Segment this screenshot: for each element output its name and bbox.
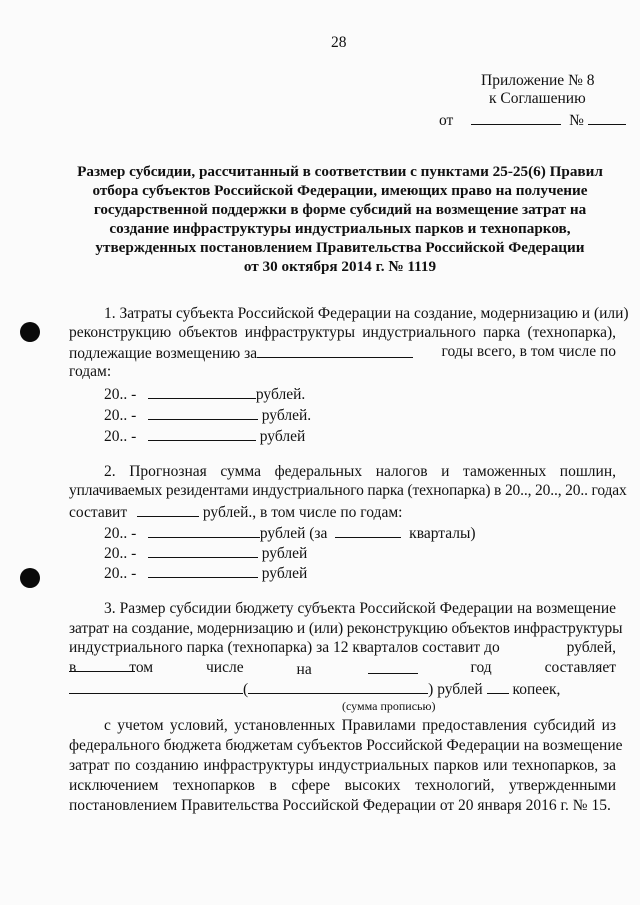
word: на [296,661,312,678]
section3-line2: затрат на создание, модернизацию и (или) реконструкцию объектов инфраструктуры [69,620,623,637]
years-blank[interactable] [257,343,413,358]
amount-numeric-blank[interactable] [69,679,243,694]
title-line: утвержденных постановлением Правительства Российской Федерации [95,239,585,256]
amount-blank[interactable] [148,426,256,441]
section3-line5 [69,679,560,699]
year-label: 20.. - [104,545,137,562]
date-blank[interactable] [471,110,561,125]
tax-total-blank[interactable] [137,502,199,517]
number-blank[interactable] [588,110,626,125]
quarters-blank[interactable] [335,523,401,538]
rub-label: рублей. [255,386,306,403]
year-label: 20.. - [104,428,137,445]
agreement-label: к Соглашению [489,90,586,107]
word: год [470,659,492,676]
section1-line3-end: годы всего, в том числе по [441,343,616,360]
word: числе [206,659,244,676]
word: составляет [544,659,616,676]
number-label: № [569,112,584,129]
title-line: Размер субсидии, рассчитанный в соответствии с пунктами 25-25(6) Правил [77,163,603,180]
amount-words-blank[interactable] [248,679,428,694]
title-line: создание инфраструктуры индустриальных парков и технопарков, [109,220,571,237]
rub-label: рублей [259,428,306,445]
binder-hole-top [20,322,40,342]
binder-hole-bottom [20,568,40,588]
section1-year-row [104,384,305,404]
conditions-line3: затрат по созданию инфраструктуры индустриальных парков или технопарков, за [69,757,616,774]
section3-line4 [69,659,616,679]
conditions-line1: с учетом условий, установленных Правилами предоставления субсидий из [104,717,616,734]
section2-line3-end: рублей., в том числе по годам: [202,504,403,521]
amount-blank[interactable] [148,523,260,538]
title-line: государственной поддержки в форме субсидий на возмещение затрат на [93,201,587,218]
rub-label: рублей [261,545,308,562]
section1-year-row [104,405,311,425]
title-line: отбора субъектов Российской Федерации, имеющих право на получение [92,182,588,199]
section3-line1: 3. Размер субсидии бюджету субъекта Российской Федерации на возмещение [104,600,616,617]
amount-blank[interactable] [148,563,258,578]
agreement-date-number [439,110,626,130]
open-paren: ( [243,681,249,698]
amount-blank[interactable] [148,405,258,420]
section1-line3-start: подлежащие возмещению за [69,345,258,362]
page-number: 28 [331,34,347,51]
rub-label: рублей. [261,407,312,424]
kopecks-label: копеек, [512,681,561,698]
section2-year-row [104,523,476,543]
from-label: от [439,112,454,129]
section2-line3-start: составит [69,504,128,521]
section2-year-row [104,543,307,563]
amount-blank[interactable] [148,543,258,558]
year-label: 20.. - [104,386,137,403]
rub-label: рублей (за [259,525,328,542]
section1-line3 [69,343,616,363]
year-label: 20.. - [104,525,137,542]
year-label: 20.. - [104,407,137,424]
word: в [69,659,77,676]
section3-line3-end: рублей, [566,639,616,656]
appendix-label: Приложение № 8 [481,72,595,89]
section1-line4: годам: [69,363,112,380]
section2-line1: 2. Прогнозная сумма федеральных налогов и таможенных пошлин, [104,463,616,480]
section1-year-row [104,426,305,446]
rub-label: рублей [261,565,308,582]
section2-line3 [69,502,402,522]
conditions-line4: исключением технопарков в сфере высоких технологий, утвержденными [69,777,616,794]
conditions-line5: постановлением Правительства Российской Федерации от 20 января 2016 г. № 15. [69,797,611,814]
section2-line2: уплачиваемых резидентами индустриального парка (технопарка) в 20.., 20.., 20.. годах [69,482,627,499]
amount-blank[interactable] [148,384,256,399]
conditions-line2: федерального бюджета бюджетам субъектов Российской Федерации на возмещение [69,737,623,754]
kopecks-blank[interactable] [487,679,509,694]
section2-year-row [104,563,307,583]
amount-in-words-caption: (сумма прописью) [342,699,436,713]
quarters-label: кварталы) [409,525,476,542]
section1-line1: 1. Затраты субъекта Российской Федерации на создание, модернизацию и (или) [104,305,629,322]
year-blank[interactable] [368,659,418,674]
year-label: 20.. - [104,565,137,582]
title-line: от 30 октября 2014 г. № 1119 [243,258,437,275]
word: том [129,659,154,676]
rubles-label: ) рублей [428,681,483,698]
document-title [40,162,640,276]
section3-line3-start: индустриального парка (технопарка) за 12 кварталов составит до [69,639,500,656]
section1-line2: реконструкцию объектов инфраструктуры индустриального парка (технопарка), [69,324,616,341]
